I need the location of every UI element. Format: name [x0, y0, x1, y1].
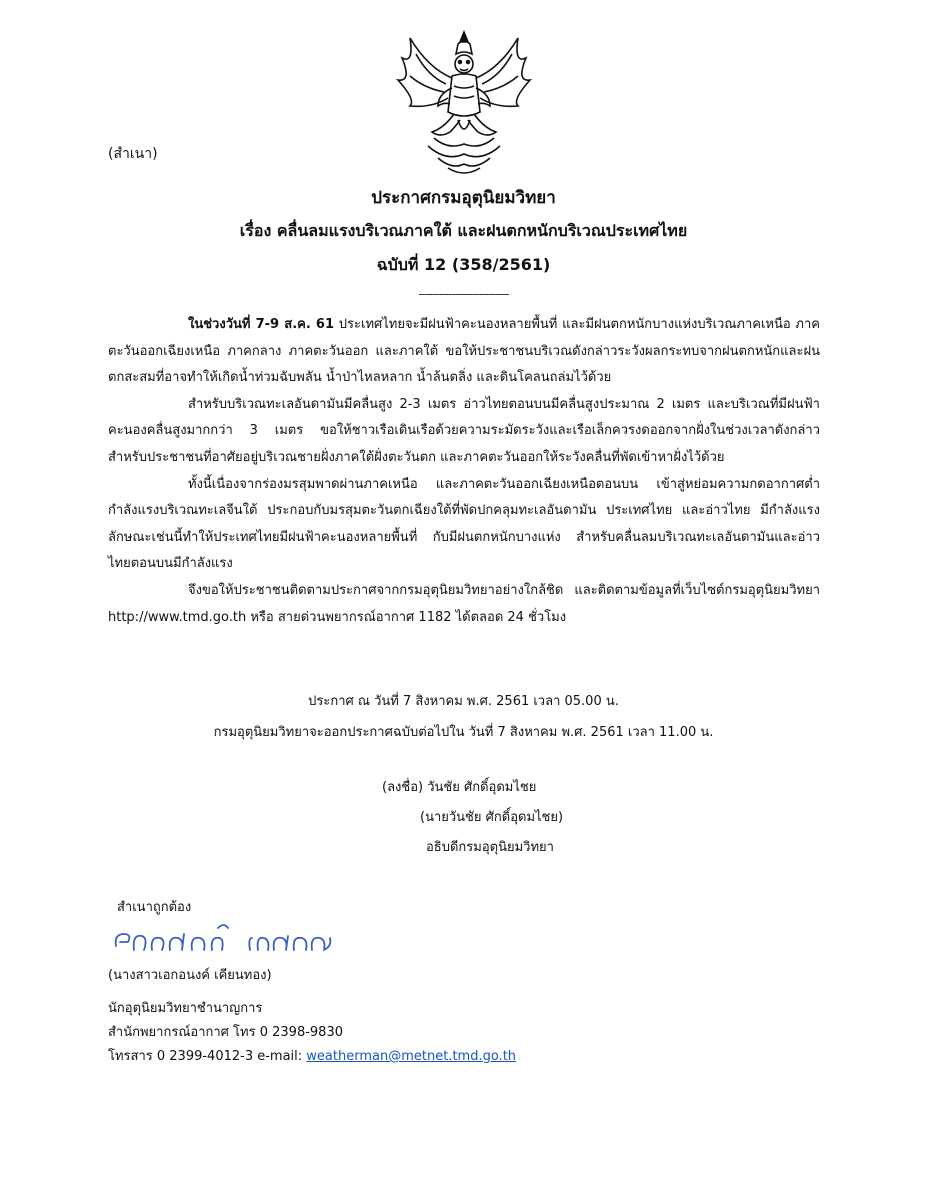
divider: --------------------------- — [418, 287, 509, 301]
announcement-issue: ฉบับที่ 12 (358/2561) — [376, 255, 551, 274]
signatory-position: อธิบดีกรมอุตุนิยมวิทยา — [426, 840, 554, 855]
signed-line: (ลงชื่อ) วันชัย ศักดิ์อุดมไชย — [382, 780, 537, 795]
copy-mark: (สำเนา) — [108, 146, 158, 162]
paragraph-1-text: ประเทศไทยจะมีฝนฟ้าคะนองหลายพื้นที่ และมีฝนตกหนักบางแห่งบริเวณภาคเหนือ ภาคตะวันออกเฉียงเหนือ ภาคกลาง ภาคตะวันออก และภาคใต้ ขอให้ประชาชนบริเวณดังกล่าวระวังผลกระทบจากฝนตกหนักและฝนตกสะสมที่อาจทำให้เกิดน้ำท่วมฉับพลัน น้ำป่าไหลหลาก น้ำล้นตลิ่ง และดินโคลนถล่มไว้ด้วย — [108, 317, 820, 386]
certifier-title: นักอุตุนิยมวิทยาชำนาญการ — [108, 1001, 263, 1016]
certifier-name: (นางสาวเอกอนงค์ เคียนทอง) — [108, 968, 272, 983]
paragraph-4: จึงขอให้ประชาชนติดตามประกาศจากกรมอุตุนิยมวิทยาอย่างใกล้ชิด และติดตามข้อมูลที่เว็บไซต์กรมอุตุนิยมวิทยา http://www.tmd.go.th หรือ สายด่วนพยากรณ์อากาศ 1182 ได้ตลอด 24 ชั่วโมง — [108, 582, 820, 625]
garuda-emblem-icon — [388, 28, 540, 178]
handwritten-signature — [112, 916, 342, 960]
paragraph-3: ทั้งนี้เนื่องจากร่องมรสุมพาดผ่านภาคเหนือ และภาคตะวันออกเฉียงเหนือตอนบน เข้าสู่หย่อมความกดอากาศต่ำกำลังแรงบริเวณทะเลจีนใต้ ประกอบกับมรสุมตะวันตกเฉียงใต้ที่พัดปกคลุมทะเลอันดามัน ประเทศไทย และอ่าวไทย มีกำลังแรง ลักษณะเช่นนี้ทำให้ประเทศไทยมีฝนฟ้าคะนองหลายพื้นที่ กับมีฝนตกหนักบางแห่ง สำหรับคลื่นลมบริเวณทะเลอันดามันและอ่าวไทยตอนบนมีกำลังแรง — [108, 476, 820, 572]
email-link[interactable]: weatherman@metnet.tmd.go.th — [306, 1049, 517, 1064]
certified-copy-label: สำเนาถูกต้อง — [117, 900, 192, 915]
paragraph-1-lead: ในช่วงวันที่ 7-9 ส.ค. 61 — [188, 317, 335, 332]
certifier-office: สำนักพยากรณ์อากาศ โทร 0 2398-9830 — [108, 1025, 343, 1040]
fax-label: โทรสาร 0 2399-4012-3 e-mail: — [108, 1049, 307, 1064]
contact-line — [108, 1045, 516, 1066]
announcement-body — [108, 312, 820, 631]
paragraph-1 — [108, 312, 820, 392]
announcement-title: ประกาศกรมอุตุนิยมวิทยา — [371, 188, 556, 208]
signatory-name: (นายวันชัย ศักดิ์อุดมไชย) — [420, 810, 564, 825]
announcement-subject: เรื่อง คลื่นลมแรงบริเวณภาคใต้ และฝนตกหนักบริเวณประเทศไทย — [239, 221, 688, 240]
paragraph-2: สำหรับบริเวณทะเลอันดามันมีคลื่นสูง 2-3 เมตร อ่าวไทยตอนบนมีคลื่นสูงประมาณ 2 เมตร และบริเวณที่มีฝนฟ้าคะนองคลื่นสูงมากกว่า 3 เมตร ขอให้ชาวเรือเดินเรือด้วยความระมัดระวังและเรือเล็กควรงดออกจากฝั่งในช่วงเวลาดังกล่าว สำหรับประชาชนที่อาศัยอยู่บริเวณชายฝั่งภาคใต้ฝั่งตะวันตก และภาคตะวันออกให้ระวังคลื่นที่พัดเข้าหาฝั่งไว้ด้วย — [108, 396, 820, 465]
announce-date: ประกาศ ณ วันที่ 7 สิงหาคม พ.ศ. 2561 เวลา 05.00 น. — [308, 694, 619, 709]
next-announcement: กรมอุตุนิยมวิทยาจะออกประกาศฉบับต่อไปใน วันที่ 7 สิงหาคม พ.ศ. 2561 เวลา 11.00 น. — [213, 725, 714, 740]
